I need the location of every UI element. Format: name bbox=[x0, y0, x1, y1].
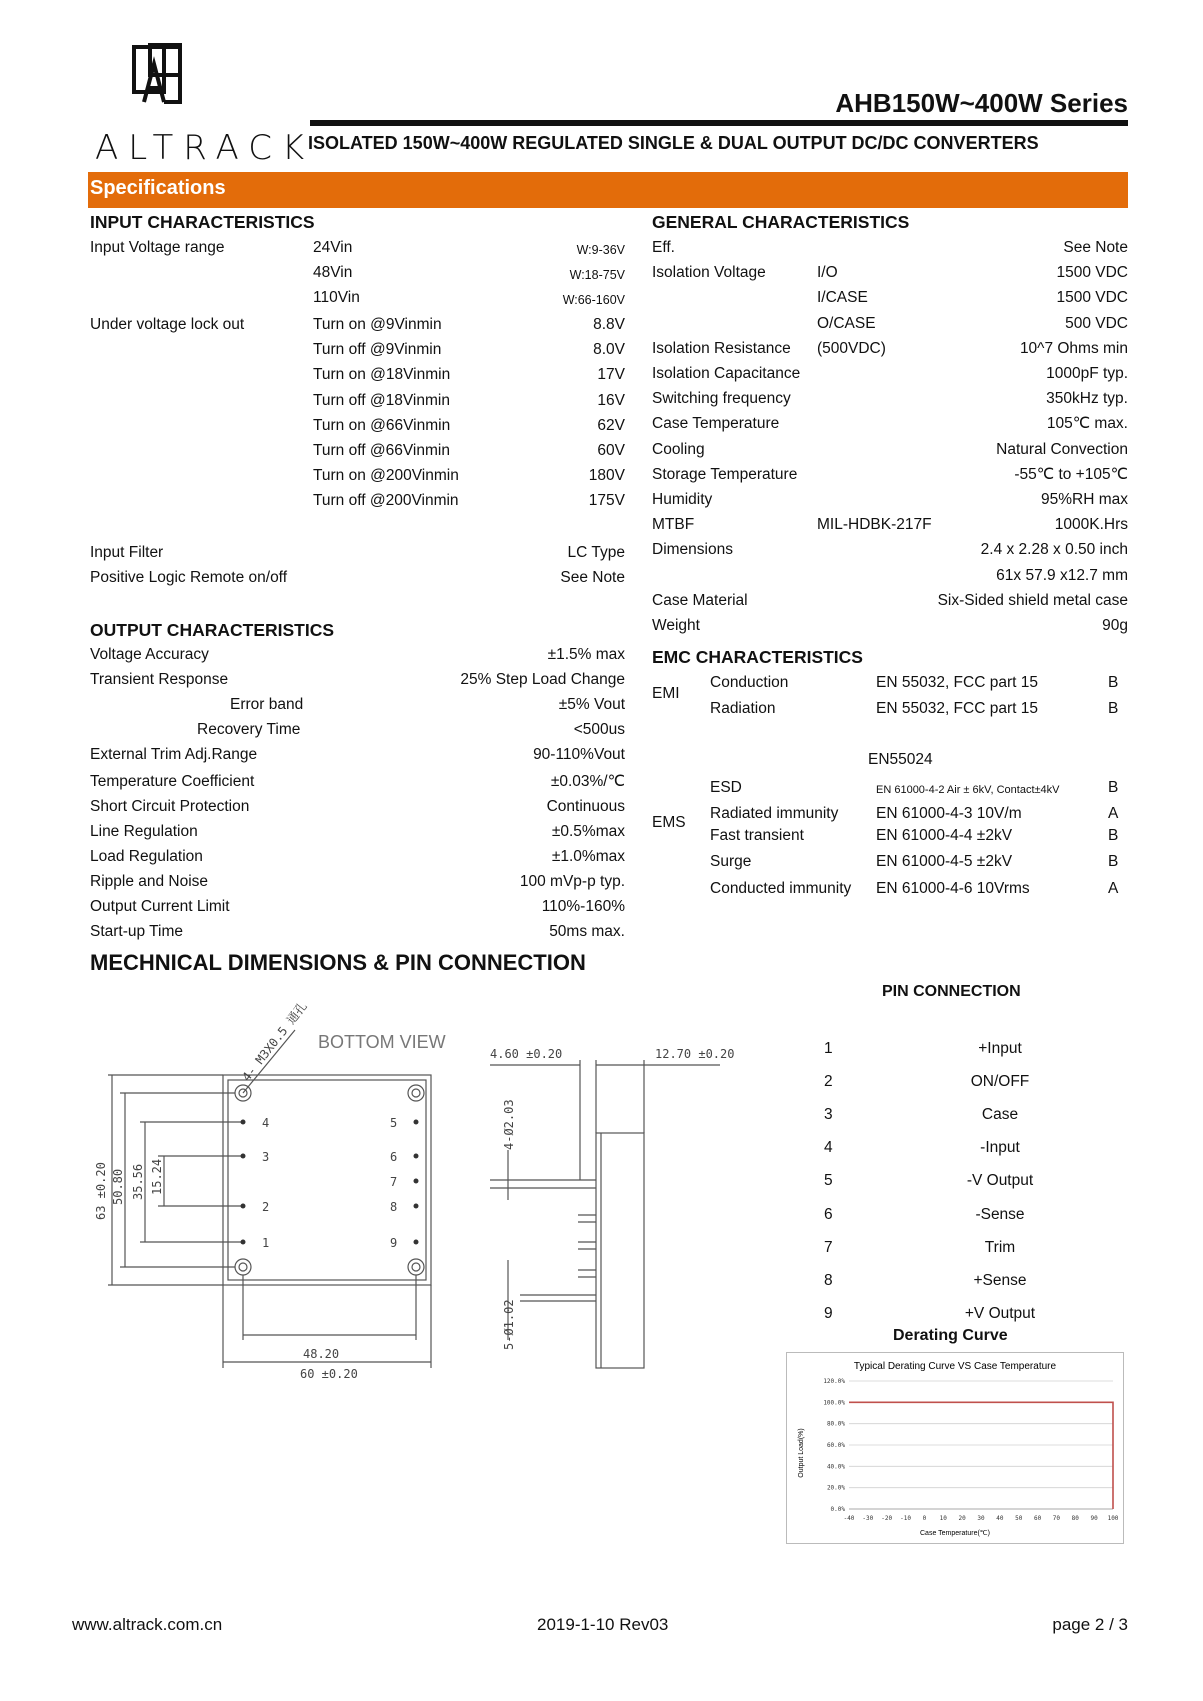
uvlo-value: 62V bbox=[597, 416, 625, 434]
specifications-bar bbox=[88, 172, 1128, 208]
ems-test-name: Radiated immunity bbox=[710, 805, 839, 822]
general-param-value: Natural Convection bbox=[996, 440, 1128, 458]
chart-y-tick-label: 100.0% bbox=[823, 1399, 845, 1407]
pin-label-1: 1 bbox=[262, 1236, 270, 1250]
uvlo-value: 175V bbox=[588, 492, 625, 510]
derating-heading: Derating Curve bbox=[893, 1327, 1008, 1344]
uvlo-name: Turn off @18Vinmin bbox=[313, 391, 450, 409]
ems-test-name: Surge bbox=[710, 853, 752, 870]
derating-chart-frame bbox=[786, 1352, 1124, 1544]
emi-standard: EN 55032, FCC part 15 bbox=[876, 674, 1038, 691]
ems-test-name: ESD bbox=[710, 779, 742, 796]
general-param-name: Eff. bbox=[652, 239, 675, 256]
dim-50-80: 50.80 bbox=[111, 1168, 125, 1205]
document-subtitle: ISOLATED 150W~400W REGULATED SINGLE & DUAL OUTPUT DC/DC CONVERTERS bbox=[308, 133, 1039, 153]
pin-number: 5 bbox=[824, 1172, 833, 1190]
chart-x-tick-label: 90 bbox=[1090, 1515, 1098, 1522]
general-param-value: Six-Sided shield metal case bbox=[937, 591, 1128, 609]
general-param-value: 90g bbox=[1102, 617, 1128, 634]
emi-label: EMI bbox=[652, 685, 680, 702]
emi-standard: EN 55032, FCC part 15 bbox=[876, 700, 1038, 717]
general-param-name: Isolation Capacitance bbox=[652, 365, 801, 382]
chart-y-label: Output Load(%) bbox=[798, 1428, 805, 1478]
input-filter-label: Input Filter bbox=[90, 544, 164, 561]
series-title: AHB150W~400W Series bbox=[835, 88, 1128, 118]
uvlo-value: 16V bbox=[597, 391, 625, 409]
dim-4-60: 4.60 ±0.20 bbox=[490, 1047, 563, 1061]
chart-y-tick-label: 80.0% bbox=[826, 1420, 845, 1428]
header-rule bbox=[310, 120, 1128, 126]
general-param-condition: (500VDC) bbox=[817, 339, 886, 357]
chart-x-tick-label: 100 bbox=[1107, 1515, 1119, 1522]
pin-function: -Sense bbox=[975, 1205, 1025, 1223]
general-param-name: Weight bbox=[652, 617, 700, 634]
ems-standard: EN 61000-4-5 ±2kV bbox=[876, 853, 1013, 870]
general-param-name: Isolation Resistance bbox=[652, 339, 791, 357]
pin-function: Trim bbox=[984, 1238, 1016, 1256]
pin-number: 2 bbox=[824, 1073, 833, 1091]
chart-x-tick-label: 20 bbox=[958, 1515, 966, 1522]
general-param-value: 1500 VDC bbox=[1056, 289, 1128, 307]
pin-function: +Input bbox=[978, 1040, 1022, 1057]
output-section-title: OUTPUT CHARACTERISTICS bbox=[90, 620, 335, 640]
pin-number: 7 bbox=[824, 1238, 833, 1256]
general-param-value: 61x 57.9 x12.7 mm bbox=[996, 566, 1128, 584]
general-param-condition: O/CASE bbox=[817, 314, 876, 332]
uvlo-value: 17V bbox=[597, 366, 625, 384]
output-param-value: 100 mVp-p typ. bbox=[519, 873, 625, 890]
pin-function: Case bbox=[981, 1106, 1019, 1124]
output-param-name: Temperature Coefficient bbox=[90, 773, 255, 790]
pin-label-2: 2 bbox=[262, 1200, 270, 1214]
pin-label-8: 8 bbox=[390, 1200, 398, 1214]
general-param-value: 500 VDC bbox=[1065, 314, 1128, 332]
ems-label: EMS bbox=[652, 814, 686, 831]
pin-number: 9 bbox=[824, 1304, 833, 1322]
output-param-name: Error band bbox=[230, 696, 304, 713]
general-param-value: 105℃ max. bbox=[1046, 415, 1128, 433]
output-param-name: Recovery Time bbox=[197, 721, 301, 738]
chart-x-tick-label: -40 bbox=[843, 1515, 855, 1522]
general-param-name: Storage Temperature bbox=[652, 465, 798, 483]
chart-x-tick-label: 50 bbox=[1015, 1515, 1023, 1522]
mechanical-title: MECHNICAL DIMENSIONS & PIN CONNECTION bbox=[90, 950, 586, 975]
pin-label-7: 7 bbox=[390, 1175, 398, 1189]
general-param-condition: I/CASE bbox=[817, 289, 868, 307]
general-param-name: Dimensions bbox=[652, 541, 733, 559]
chart-x-tick-label: 80 bbox=[1071, 1515, 1079, 1522]
chart-y-tick-label: 60.0% bbox=[826, 1442, 845, 1449]
pin-label-5: 5 bbox=[390, 1116, 398, 1130]
general-param-name: Isolation Voltage bbox=[652, 264, 766, 282]
uvlo-value: 60V bbox=[597, 442, 625, 459]
logo-mark-icon bbox=[92, 42, 192, 122]
chart-x-label: Case Temperature(℃) bbox=[920, 1530, 990, 1537]
output-param-value: ±0.5%max bbox=[551, 823, 625, 840]
uvlo-name: Turn on @66Vinmin bbox=[313, 416, 451, 434]
dim-12-70: 12.70 ±0.20 bbox=[655, 1047, 735, 1061]
chart-title: Typical Derating Curve VS Case Temperature bbox=[853, 1361, 1057, 1372]
uvlo-value: 8.8V bbox=[593, 316, 625, 333]
uvlo-value: 180V bbox=[588, 467, 625, 485]
output-param-value: ±1.5% max bbox=[547, 646, 625, 663]
ems-class: A bbox=[1108, 880, 1119, 897]
general-param-name: Case Material bbox=[652, 591, 748, 609]
output-param-name: External Trim Adj.Range bbox=[90, 746, 258, 763]
ems-test-name: Conducted immunity bbox=[710, 880, 852, 897]
input-voltage-range-label: Input Voltage range bbox=[90, 239, 225, 256]
general-param-condition: MIL-HDBK-217F bbox=[817, 516, 932, 534]
voltage-range-name: 48Vin bbox=[313, 264, 353, 281]
ems-header: EN55024 bbox=[868, 751, 933, 768]
pin-number: 4 bbox=[824, 1139, 833, 1157]
emi-class: B bbox=[1108, 674, 1119, 691]
remote-label: Positive Logic Remote on/off bbox=[90, 569, 288, 586]
pin-number: 3 bbox=[824, 1106, 833, 1124]
general-param-value: 95%RH max bbox=[1041, 491, 1128, 508]
ems-class: B bbox=[1108, 779, 1119, 796]
module-outline-bottom-view bbox=[223, 1075, 431, 1285]
chart-x-tick-label: 70 bbox=[1052, 1515, 1061, 1522]
output-param-value: ±0.03%/℃ bbox=[550, 773, 625, 790]
output-param-value: 50ms max. bbox=[549, 923, 625, 940]
input-section-title: INPUT CHARACTERISTICS bbox=[90, 212, 315, 232]
footer-date-rev: 2019-1-10 Rev03 bbox=[537, 1615, 669, 1634]
chart-series-line bbox=[849, 1402, 1113, 1509]
general-param-value: 1000K.Hrs bbox=[1054, 516, 1128, 534]
general-param-value: 2.4 x 2.28 x 0.50 inch bbox=[980, 541, 1128, 559]
output-param-value: ±5% Vout bbox=[558, 696, 625, 713]
specifications-label: Specifications bbox=[90, 177, 226, 199]
ems-standard: EN 61000-4-3 10V/m bbox=[876, 805, 1022, 822]
uvlo-value: 8.0V bbox=[593, 341, 625, 359]
output-param-value: 90-110%Vout bbox=[533, 746, 625, 763]
general-param-name: Humidity bbox=[652, 491, 713, 508]
chart-x-tick-label: 40 bbox=[996, 1515, 1004, 1522]
general-param-value: 10^7 Ohms min bbox=[1019, 339, 1128, 357]
output-param-value: ±1.0%max bbox=[551, 848, 625, 865]
pin-function: +V Output bbox=[964, 1304, 1036, 1322]
general-section-title: GENERAL CHARACTERISTICS bbox=[652, 212, 910, 232]
chart-x-tick-label: -30 bbox=[862, 1515, 874, 1522]
output-param-name: Load Regulation bbox=[90, 848, 203, 865]
uvlo-name: Turn off @200Vinmin bbox=[313, 492, 459, 510]
general-param-value: -55℃ to +105℃ bbox=[1014, 465, 1128, 483]
uvlo-name: Turn off @66Vinmin bbox=[313, 442, 450, 459]
pin-number: 6 bbox=[824, 1205, 833, 1223]
dim-pin-dia-1: 4-Ø2.03 bbox=[502, 1099, 516, 1150]
chart-x-tick-label: 0 bbox=[922, 1515, 927, 1522]
dim-15-24: 15.24 bbox=[150, 1158, 164, 1195]
ems-standard: EN 61000-4-4 ±2kV bbox=[876, 827, 1013, 844]
output-param-value: <500us bbox=[573, 721, 625, 738]
pin-label-3: 3 bbox=[262, 1150, 270, 1164]
general-param-value: 1000pF typ. bbox=[1046, 365, 1128, 382]
pin-function: -Input bbox=[980, 1139, 1020, 1157]
general-param-name: Switching frequency bbox=[652, 390, 791, 408]
module-outline-side-view bbox=[596, 1133, 644, 1368]
output-param-name: Output Current Limit bbox=[90, 898, 230, 915]
pin-function: -V Output bbox=[966, 1172, 1034, 1190]
voltage-range-value: W:9-36V bbox=[576, 243, 625, 257]
output-param-name: Start-up Time bbox=[90, 923, 184, 940]
voltage-range-value: W:66-160V bbox=[562, 293, 625, 307]
pin-label-9: 9 bbox=[390, 1236, 398, 1250]
ems-test-name: Fast transient bbox=[710, 827, 804, 844]
dim-63: 63 ±0.20 bbox=[94, 1162, 108, 1220]
bottom-view-label: BOTTOM VIEW bbox=[318, 1032, 446, 1052]
output-param-name: Line Regulation bbox=[90, 823, 198, 840]
pin-label-6: 6 bbox=[390, 1150, 398, 1164]
ems-standard: EN 61000-4-6 10Vrms bbox=[876, 880, 1030, 897]
pin-label-4: 4 bbox=[262, 1116, 270, 1130]
voltage-range-value: W:18-75V bbox=[569, 268, 625, 282]
voltage-range-name: 24Vin bbox=[313, 239, 353, 256]
mechanical-drawing bbox=[90, 990, 760, 1390]
ems-class: B bbox=[1108, 827, 1119, 844]
derating-chart bbox=[787, 1353, 1123, 1543]
output-param-name: Ripple and Noise bbox=[90, 873, 209, 890]
output-param-value: 25% Step Load Change bbox=[460, 671, 625, 688]
dim-pin-dia-2: 5-Ø1.02 bbox=[502, 1299, 516, 1350]
hole-note: 4- M3X0.5 通孔 bbox=[239, 999, 310, 1084]
emi-class: B bbox=[1108, 700, 1119, 717]
general-param-condition: I/O bbox=[817, 264, 838, 282]
uvlo-name: Turn on @18Vinmin bbox=[313, 366, 451, 384]
uvlo-name: Turn on @9Vinmin bbox=[313, 316, 442, 333]
dim-48-20: 48.20 bbox=[303, 1347, 340, 1361]
dim-60: 60 ±0.20 bbox=[300, 1367, 358, 1381]
dim-35-56: 35.56 bbox=[131, 1163, 145, 1200]
chart-x-tick-label: 10 bbox=[939, 1515, 947, 1522]
general-param-value: 1500 VDC bbox=[1056, 264, 1128, 282]
uvlo-name: Turn off @9Vinmin bbox=[313, 341, 442, 359]
pin-number: 8 bbox=[824, 1271, 833, 1289]
voltage-range-name: 110Vin bbox=[313, 289, 360, 306]
output-param-name: Voltage Accuracy bbox=[90, 646, 209, 663]
uvlo-name: Turn on @200Vinmin bbox=[313, 467, 459, 485]
chart-x-tick-label: -20 bbox=[881, 1515, 893, 1522]
ems-standard: EN 61000-4-2 Air ± 6kV, Contact±4kV bbox=[876, 784, 1060, 796]
chart-y-tick-label: 20.0% bbox=[826, 1484, 845, 1492]
emc-section-title: EMC CHARACTERISTICS bbox=[652, 647, 863, 667]
chart-x-tick-label: 30 bbox=[977, 1515, 985, 1522]
output-param-value: Continuous bbox=[546, 798, 625, 815]
output-param-name: Short Circuit Protection bbox=[90, 798, 250, 815]
pin-function: ON/OFF bbox=[970, 1073, 1030, 1091]
remote-value: See Note bbox=[560, 569, 625, 586]
output-param-value: 110%-160% bbox=[541, 898, 625, 915]
brand-name: ALTRACK bbox=[95, 128, 315, 168]
general-param-value: See Note bbox=[1063, 239, 1128, 256]
ems-class: B bbox=[1108, 853, 1119, 870]
footer-page: page 2 / 3 bbox=[1052, 1615, 1128, 1634]
general-param-name: MTBF bbox=[652, 516, 695, 534]
general-param-name: Cooling bbox=[652, 440, 705, 458]
chart-y-tick-label: 120.0% bbox=[823, 1378, 845, 1385]
pin-function: +Sense bbox=[973, 1271, 1027, 1289]
chart-x-tick-label: -10 bbox=[900, 1515, 911, 1522]
chart-y-tick-label: 0.0% bbox=[830, 1506, 845, 1513]
chart-y-tick-label: 40.0% bbox=[826, 1463, 845, 1471]
chart-x-tick-label: 60 bbox=[1033, 1515, 1042, 1522]
pin-connection-title: PIN CONNECTION bbox=[882, 983, 1021, 1000]
emi-test-name: Conduction bbox=[710, 674, 789, 691]
footer-website[interactable]: www.altrack.com.cn bbox=[72, 1615, 223, 1634]
emi-test-name: Radiation bbox=[710, 700, 776, 717]
uvlo-label: Under voltage lock out bbox=[90, 316, 245, 333]
general-param-name: Case Temperature bbox=[652, 415, 780, 433]
output-param-name: Transient Response bbox=[90, 671, 229, 688]
pin-number: 1 bbox=[824, 1040, 833, 1057]
general-param-value: 350kHz typ. bbox=[1046, 390, 1128, 408]
ems-class: A bbox=[1108, 805, 1119, 822]
input-filter-value: LC Type bbox=[567, 544, 625, 561]
